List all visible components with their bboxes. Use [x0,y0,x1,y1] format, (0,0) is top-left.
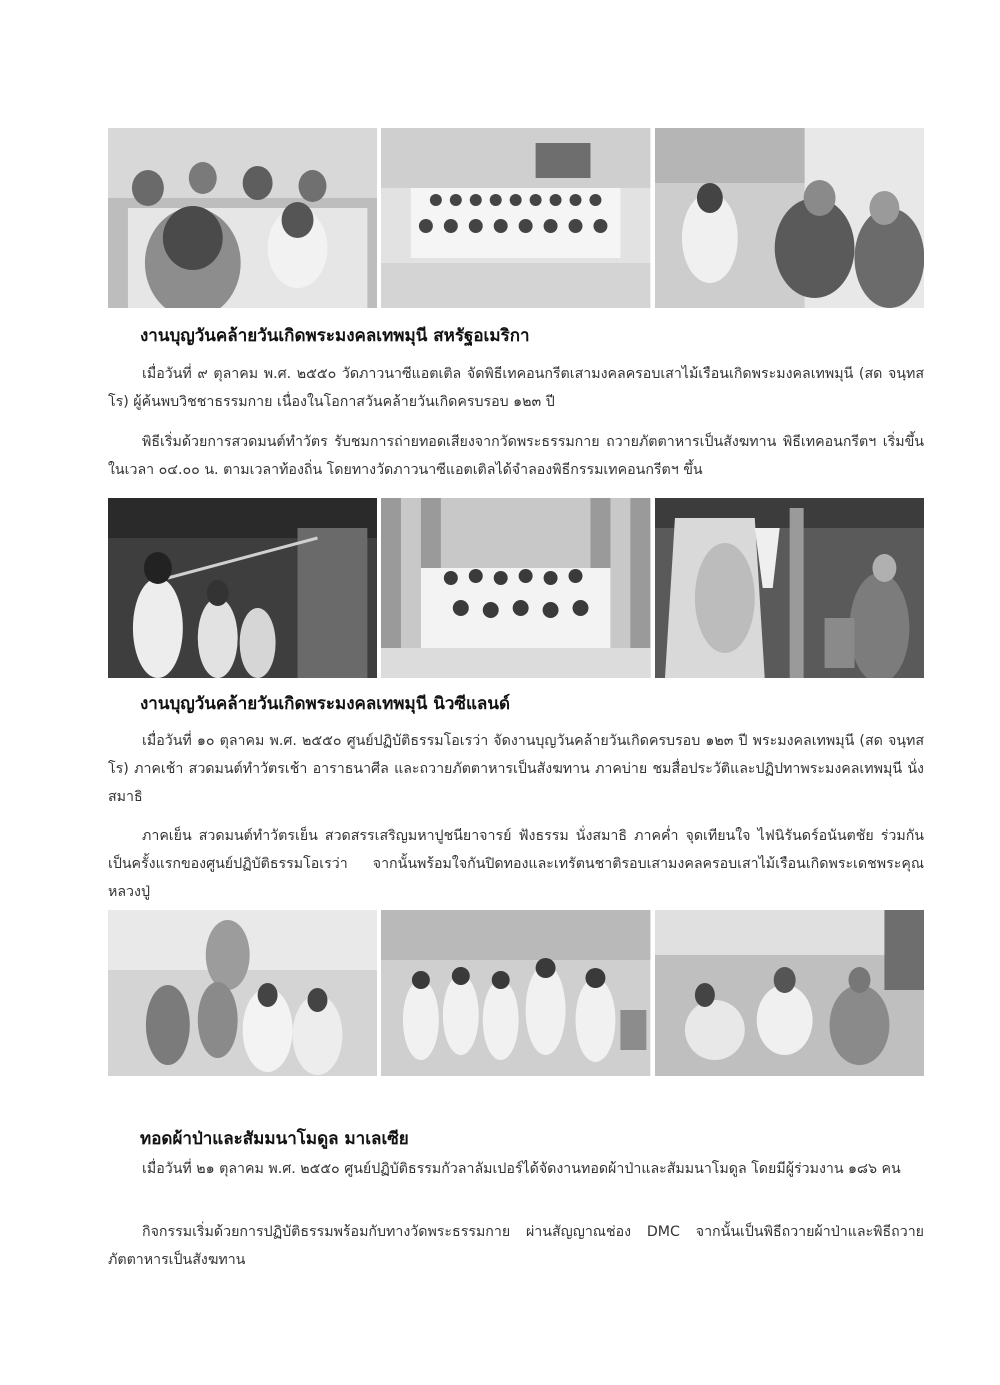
photo-congregation-seated [108,128,377,308]
photo-monks-ceremony [655,128,924,308]
paragraph: กิจกรรมเริ่มด้วยการปฏิบัติธรรมพร้อมกับทางวัดพระธรรมกาย ผ่านสัญญาณช่อง DMC จากนั้นเป็นพิธีถวายผ้าป่าและพิธีถวายภัตตาหารเป็นสังฆทาน [108,1224,924,1268]
photo-row-malaysia [108,910,924,1076]
photo-offering-to-monks [108,910,377,1076]
photo-row-usa [108,128,924,308]
paragraph: ภาคเย็น สวดมนต์ทำวัตรเย็น สวดสรรเสริญมหาปูชนียาจารย์ ฟังธรรม นั่งสมาธิ ภาคค่ำ จุดเทียนใจ ไฟนิรันดร์อนันตชัย ร่วมกันเป็นครั้งแรกของศูนย์ปฏิบัติธรรมโอเรว่า จากนั้นพร้อมใจกันปิดทองและเทรัตนชาติรอบเสามงคลครอบเสาไม้เรือนเกิดพระเดชพระคุณหลวงปู่ [108,828,924,900]
paragraph: เมื่อวันที่ ๒๑ ตุลาคม พ.ศ. ๒๕๕๐ ศูนย์ปฏิบัติธรรมกัวลาลัมเปอร์ได้จัดงานทอดผ้าป่าและสัมมนาโมดูล โดยมีผู้ร่วมงาน ๑๘๖ คน [142,1161,901,1177]
photo-monk-at-pillar [655,498,924,678]
photo-almsgiving-line [381,910,650,1076]
photo-kneeling-offering [655,910,924,1076]
photo-group-portrait [381,498,650,678]
photo-group-portrait [381,128,650,308]
photo-row-new-zealand [108,498,924,678]
section-heading-usa: งานบุญวันคล้ายวันเกิดพระมงคลเทพมุนี สหรัฐอเมริกา [140,326,530,346]
photo-pouring-ceremony [108,498,377,678]
paragraph: เมื่อวันที่ ๑๐ ตุลาคม พ.ศ. ๒๕๕๐ ศูนย์ปฏิบัติธรรมโอเรว่า จัดงานบุญวันคล้ายวันเกิดครบรอบ ๑๒๓ ปี พระมงคลเทพมุนี (สด จนฺทสโร) ภาคเช้า สวดมนต์ทำวัตรเช้า อาราธนาศีล และถวายภัตตาหารเป็นสังฆทาน ภาคบ่าย ชมสื่อประวัติและปฏิปทาพระมงคลเทพมุนี นั่งสมาธิ [108,733,924,805]
paragraph: พิธีเริ่มด้วยการสวดมนต์ทำวัตร รับชมการถ่ายทอดเสียงจากวัดพระธรรมกาย ถวายภัตตาหารเป็นสังฆทาน พิธีเทคอนกรีตฯ เริ่มขึ้นในเวลา ๐๔.๐๐ น. ตามเวลาท้องถิ่น โดยทางวัดภาวนาซีแอตเติลได้จำลองพิธีกรรมเทคอนกรีตฯ ขึ้น [108,434,924,478]
section-heading-new-zealand: งานบุญวันคล้ายวันเกิดพระมงคลเทพมุนี นิวซีแลนด์ [140,694,510,714]
section-heading-malaysia: ทอดผ้าป่าและสัมมนาโมดูล มาเลเซีย [140,1129,409,1149]
paragraph: เมื่อวันที่ ๙ ตุลาคม พ.ศ. ๒๕๕๐ วัดภาวนาซีแอตเติล จัดพิธีเทคอนกรีตเสามงคลครอบเสาไม้เรือนเกิดพระมงคลเทพมุนี (สด จนฺทสโร) ผู้ค้นพบวิชชาธรรมกาย เนื่องในโอกาสวันคล้ายวันเกิดครบรอบ ๑๒๓ ปี [108,366,924,410]
